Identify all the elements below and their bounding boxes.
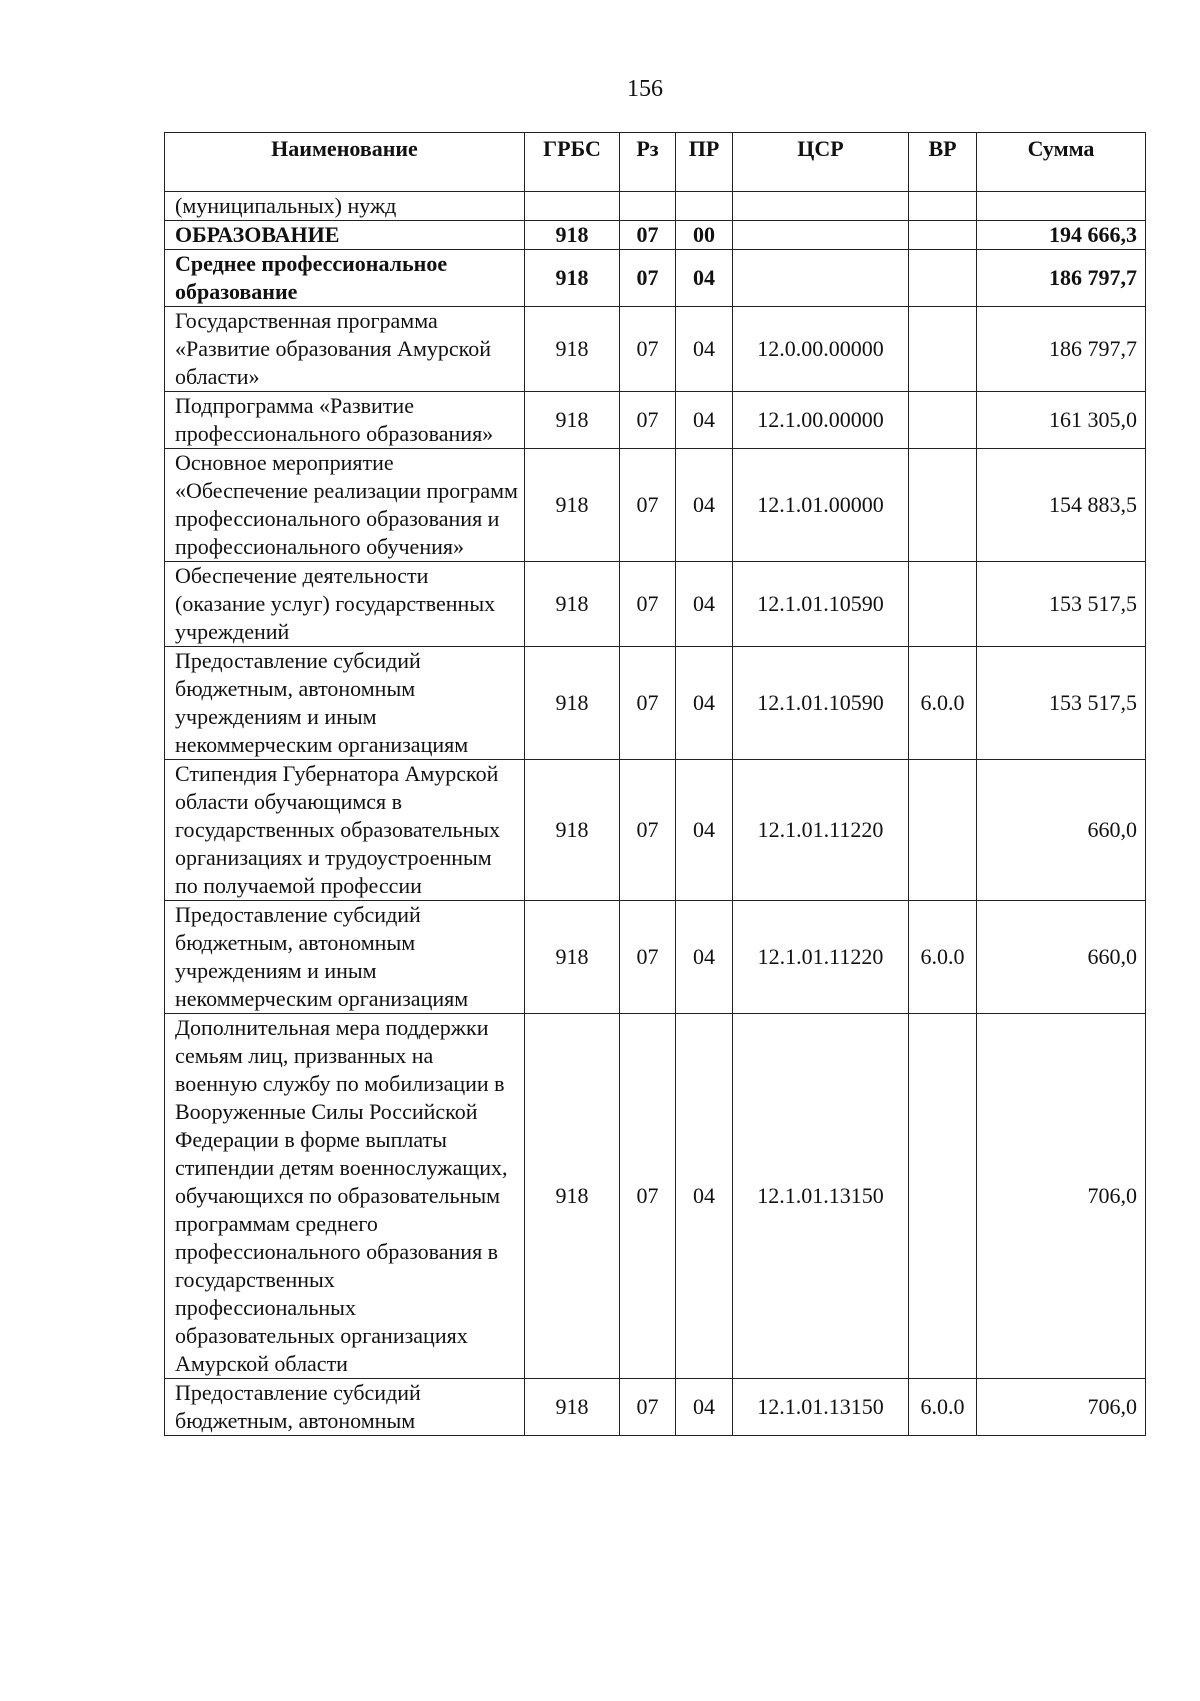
cell-pr: 04 (676, 449, 733, 562)
cell-grbs: 918 (525, 449, 620, 562)
table-row (165, 1014, 1146, 1379)
table-row (165, 250, 1146, 307)
cell-sum: 153 517,5 (977, 647, 1146, 760)
cell-vr: 6.0.0 (909, 1379, 977, 1436)
cell-grbs: 918 (525, 1014, 620, 1379)
cell-pr: 04 (676, 901, 733, 1014)
cell-csr: 12.1.01.10590 (733, 647, 909, 760)
cell-pr: 04 (676, 1014, 733, 1379)
cell-csr: 12.1.01.11220 (733, 760, 909, 901)
cell-vr (909, 307, 977, 392)
cell-csr: 12.1.01.13150 (733, 1014, 909, 1379)
cell-name: Стипендия Губернатора Амурской области обучающимся в государственных образовательных организациях и трудоустроенным по получаемой профессии (165, 760, 525, 901)
cell-pr: 04 (676, 392, 733, 449)
cell-grbs: 918 (525, 307, 620, 392)
header-csr: ЦСР (733, 133, 909, 192)
table-header-row (165, 133, 1146, 192)
cell-sum: 660,0 (977, 901, 1146, 1014)
cell-name: Дополнительная мера поддержки семьям лиц, призванных на военную службу по мобилизации в Вооруженные Силы Российской Федерации в форме выплаты стипендии детям военнослужащих, обучающихся по образовательным программам среднего профессионального образования в государственных профессиональных образовательных организациях Амурской области (165, 1014, 525, 1379)
cell-rz: 07 (620, 1379, 676, 1436)
cell-csr: 12.1.01.11220 (733, 901, 909, 1014)
cell-rz: 07 (620, 562, 676, 647)
header-vr: ВР (909, 133, 977, 192)
budget-table (164, 132, 1146, 1436)
table-row (165, 647, 1146, 760)
table-row (165, 192, 1146, 221)
cell-grbs (525, 192, 620, 221)
cell-csr (733, 192, 909, 221)
cell-sum: 706,0 (977, 1014, 1146, 1379)
cell-rz: 07 (620, 392, 676, 449)
cell-name: ОБРАЗОВАНИЕ (165, 221, 525, 250)
table-row (165, 307, 1146, 392)
cell-pr: 00 (676, 221, 733, 250)
cell-vr (909, 1014, 977, 1379)
header-pr: ПР (676, 133, 733, 192)
header-name: Наименование (165, 133, 525, 192)
cell-name: Подпрограмма «Развитие профессионального образования» (165, 392, 525, 449)
cell-rz (620, 192, 676, 221)
page-number: 156 (627, 76, 663, 102)
cell-sum: 660,0 (977, 760, 1146, 901)
cell-csr (733, 221, 909, 250)
cell-pr: 04 (676, 250, 733, 307)
cell-pr: 04 (676, 647, 733, 760)
cell-pr: 04 (676, 1379, 733, 1436)
cell-rz: 07 (620, 449, 676, 562)
cell-rz: 07 (620, 307, 676, 392)
cell-grbs: 918 (525, 392, 620, 449)
cell-grbs: 918 (525, 647, 620, 760)
cell-rz: 07 (620, 1014, 676, 1379)
table-row (165, 1379, 1146, 1436)
cell-rz: 07 (620, 250, 676, 307)
cell-pr (676, 192, 733, 221)
cell-grbs: 918 (525, 250, 620, 307)
table-row (165, 221, 1146, 250)
cell-vr (909, 392, 977, 449)
cell-csr: 12.1.00.00000 (733, 392, 909, 449)
cell-sum: 706,0 (977, 1379, 1146, 1436)
header-grbs: ГРБС (525, 133, 620, 192)
cell-vr (909, 562, 977, 647)
cell-sum: 154 883,5 (977, 449, 1146, 562)
cell-rz: 07 (620, 760, 676, 901)
cell-csr: 12.1.01.00000 (733, 449, 909, 562)
cell-grbs: 918 (525, 760, 620, 901)
cell-name: (муниципальных) нужд (165, 192, 525, 221)
cell-vr (909, 192, 977, 221)
cell-grbs: 918 (525, 562, 620, 647)
cell-name: Государственная программа «Развитие образования Амурской области» (165, 307, 525, 392)
cell-vr (909, 250, 977, 307)
cell-pr: 04 (676, 562, 733, 647)
cell-sum: 161 305,0 (977, 392, 1146, 449)
cell-vr (909, 760, 977, 901)
cell-name: Среднее профессиональное образование (165, 250, 525, 307)
cell-csr: 12.1.01.10590 (733, 562, 909, 647)
table-row (165, 901, 1146, 1014)
cell-rz: 07 (620, 647, 676, 760)
cell-name: Основное мероприятие «Обеспечение реализации программ профессионального образования и профессионального обучения» (165, 449, 525, 562)
cell-pr: 04 (676, 760, 733, 901)
cell-sum: 186 797,7 (977, 307, 1146, 392)
table-row (165, 760, 1146, 901)
cell-sum: 186 797,7 (977, 250, 1146, 307)
cell-vr: 6.0.0 (909, 901, 977, 1014)
table-row (165, 562, 1146, 647)
table-row (165, 392, 1146, 449)
cell-name: Предоставление субсидий бюджетным, автономным (165, 1379, 525, 1436)
cell-grbs: 918 (525, 901, 620, 1014)
cell-sum (977, 192, 1146, 221)
cell-csr: 12.1.01.13150 (733, 1379, 909, 1436)
cell-name: Обеспечение деятельности (оказание услуг) государственных учреждений (165, 562, 525, 647)
cell-sum: 153 517,5 (977, 562, 1146, 647)
cell-name: Предоставление субсидий бюджетным, автономным учреждениям и иным некоммерческим организациям (165, 901, 525, 1014)
cell-vr (909, 449, 977, 562)
header-sum: Сумма (977, 133, 1146, 192)
cell-sum: 194 666,3 (977, 221, 1146, 250)
cell-vr: 6.0.0 (909, 647, 977, 760)
cell-grbs: 918 (525, 221, 620, 250)
cell-pr: 04 (676, 307, 733, 392)
cell-name: Предоставление субсидий бюджетным, автономным учреждениям и иным некоммерческим организациям (165, 647, 525, 760)
cell-csr: 12.0.00.00000 (733, 307, 909, 392)
cell-grbs: 918 (525, 1379, 620, 1436)
cell-vr (909, 221, 977, 250)
cell-rz: 07 (620, 221, 676, 250)
table-row (165, 449, 1146, 562)
cell-csr (733, 250, 909, 307)
header-rz: Рз (620, 133, 676, 192)
cell-rz: 07 (620, 901, 676, 1014)
